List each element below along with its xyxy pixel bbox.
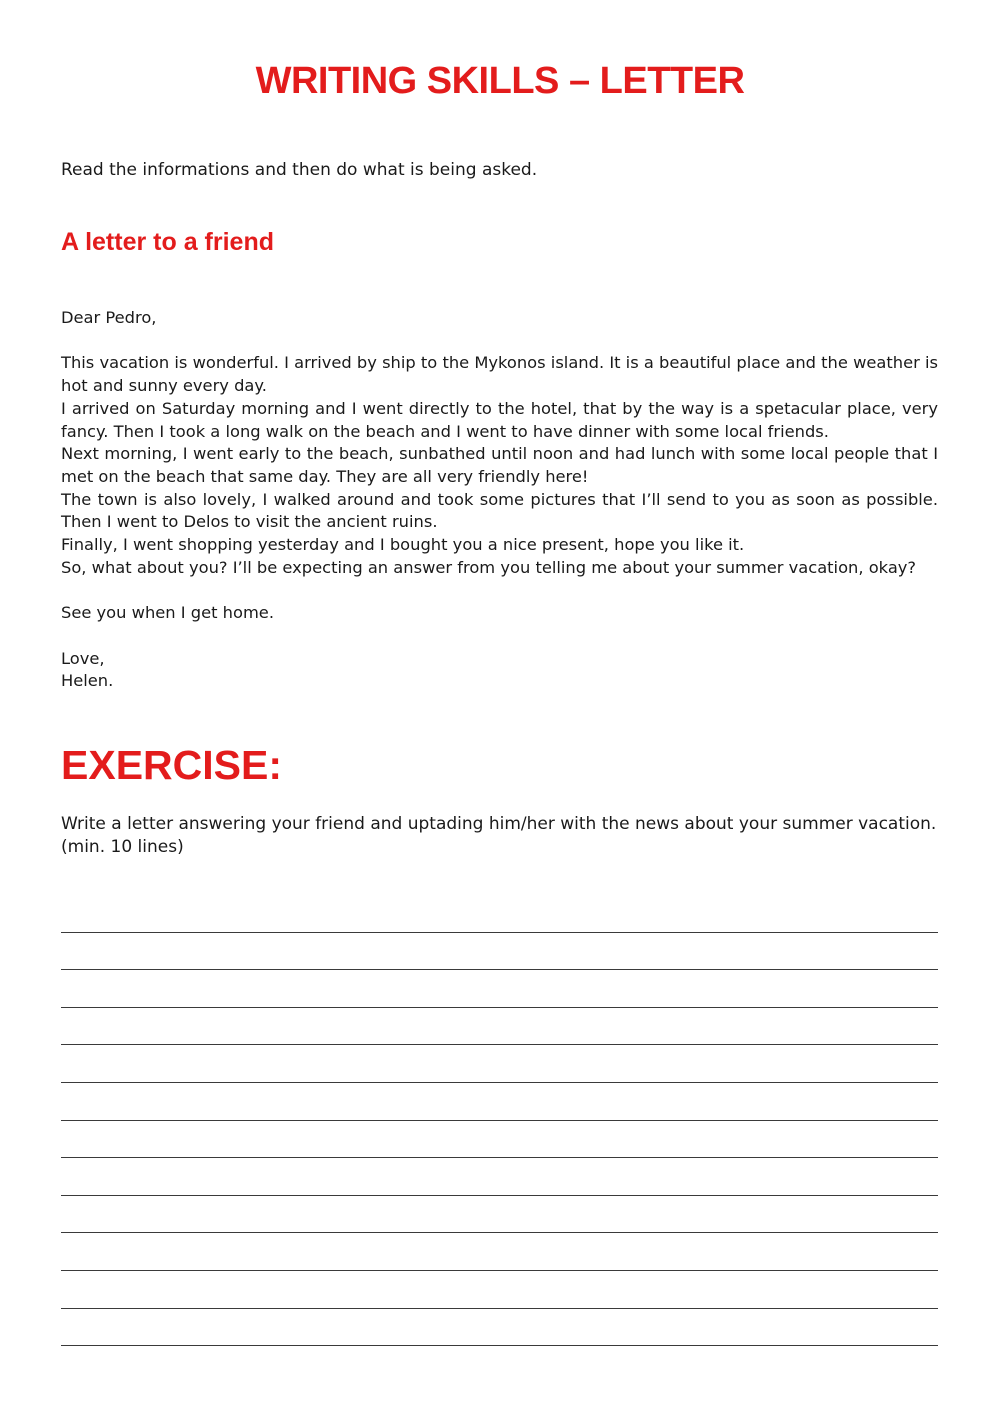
- answer-line[interactable]: [61, 1233, 938, 1271]
- answer-line[interactable]: [61, 1008, 938, 1046]
- letter-paragraph: This vacation is wonderful. I arrived by ship to the Mykonos island. It is a beautiful place and the weather is hot and sunny every day.: [61, 353, 938, 396]
- letter-signoff: Love,: [61, 648, 105, 668]
- answer-lines: [61, 895, 938, 1346]
- exercise-title: EXERCISE:: [61, 742, 282, 788]
- letter-paragraph: So, what about you? I’ll be expecting an answer from you telling me about your summer vacation, okay?: [61, 557, 917, 577]
- instructions-text: Read the informations and then do what is being asked.: [61, 160, 538, 180]
- letter-paragraph: Next morning, I went early to the beach, sunbathed until noon and had lunch with some local people that I met on the beach that same day. They are all very friendly here!: [61, 444, 938, 486]
- letter-paragraph: I arrived on Saturday morning and I went directly to the hotel, that by the way is a spetacular place, very fancy. Then I took a long walk on the beach and I went to have dinner with some local friends.: [61, 398, 938, 441]
- answer-line[interactable]: [61, 1271, 938, 1309]
- letter-signature: Helen.: [61, 671, 114, 691]
- letter-body: [61, 352, 938, 579]
- section-title: A letter to a friend: [61, 228, 274, 256]
- letter-paragraph: Finally, I went shopping yesterday and I bought you a nice present, hope you like it.: [61, 535, 745, 555]
- letter: [61, 307, 938, 693]
- answer-line[interactable]: [61, 1083, 938, 1121]
- answer-line[interactable]: [61, 895, 938, 933]
- exercise-instructions: Write a letter answering your friend and uptading him/her with the news about your summer vacation. (min. 10 lines): [61, 814, 937, 857]
- answer-line[interactable]: [61, 1121, 938, 1159]
- answer-line[interactable]: [61, 1158, 938, 1196]
- letter-paragraph: The town is also lovely, I walked around and took some pictures that I’ll send to you as soon as possible. Then I went to Delos to visit the ancient ruins.: [61, 489, 938, 532]
- answer-line[interactable]: [61, 970, 938, 1008]
- page-title: WRITING SKILLS – LETTER: [255, 60, 745, 102]
- letter-closing: See you when I get home.: [61, 603, 274, 623]
- answer-line[interactable]: [61, 933, 938, 971]
- answer-line[interactable]: [61, 1309, 938, 1347]
- letter-greeting: Dear Pedro,: [61, 308, 157, 327]
- answer-line[interactable]: [61, 1045, 938, 1083]
- answer-line[interactable]: [61, 1196, 938, 1234]
